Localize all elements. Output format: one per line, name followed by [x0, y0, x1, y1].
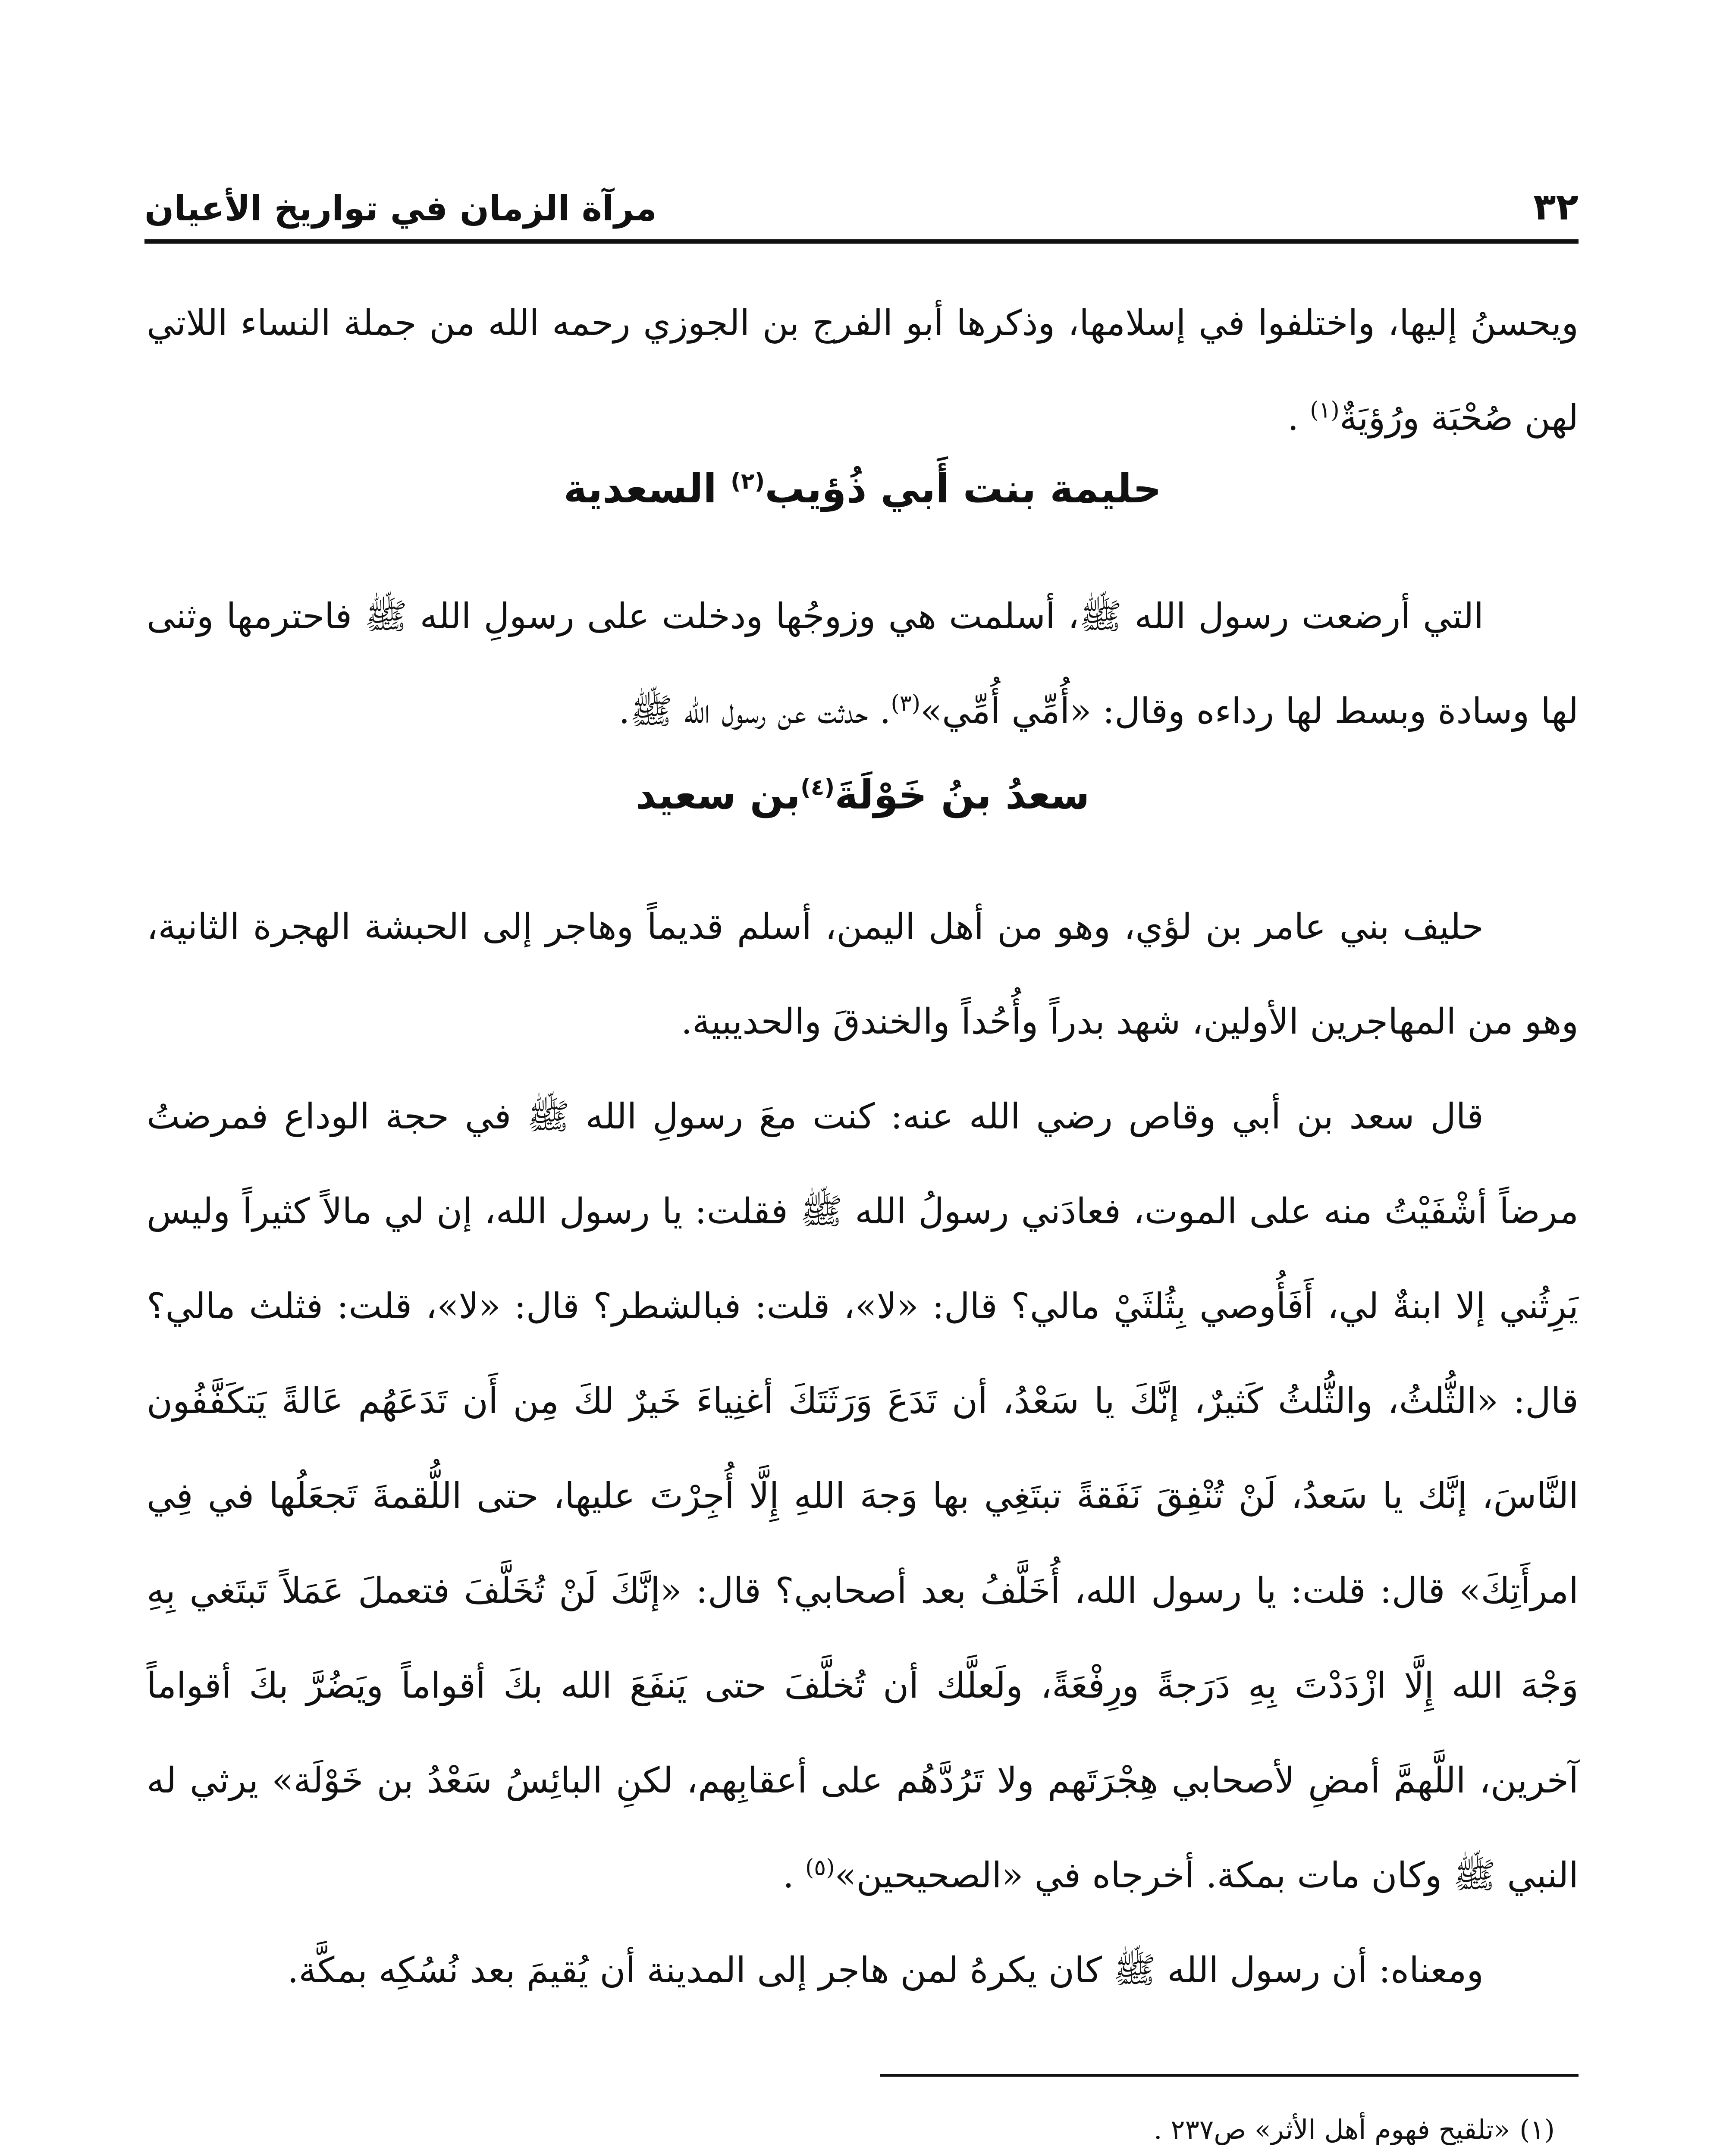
- footnote-ref-1: (١): [1310, 397, 1340, 423]
- heading-halima: [147, 466, 1579, 512]
- paragraph-hadith: [147, 1069, 1579, 1923]
- paragraph-text: ويحسنُ إليها، واختلفوا في إسلامها، وذكرها أبو الفرج بن الجوزي رحمه الله من جملة النساء اللاتي لهن صُحْبَة ورُؤيَةٌ: [147, 303, 1579, 439]
- footnote-rule: [880, 2074, 1579, 2077]
- heading-text: حليمة بنت أَبي ذُؤيب: [765, 466, 1162, 512]
- footnote-ref-2: (٢): [730, 468, 765, 495]
- paragraph-text: ومعناه: أن رسول الله ﷺ كان يكرهُ لمن هاجر إلى المدينة أن يُقيمَ بعد نُسُكِه بمكَّة.: [287, 1950, 1484, 1991]
- footnote-ref-5: (٥): [805, 1855, 835, 1881]
- book-title: مرآة الزمان في تواريخ الأعيان: [144, 188, 657, 229]
- paragraph-end: .: [782, 1855, 805, 1896]
- paragraph-text: التي أرضعت رسول الله ﷺ، أسلمت هي وزوجُها ودخلت على رسولِ الله ﷺ فاحترمها وثنى لها وسادة وبسط لها رداءه وقال: «أُمِّي أُمِّي»: [147, 596, 1579, 732]
- footnote-number: (١): [1519, 2114, 1555, 2145]
- paragraph-saad-bio: [147, 880, 1579, 1069]
- paragraph-meaning: [147, 1923, 1579, 2018]
- heading-text-end: بن سعيد: [635, 772, 800, 818]
- paragraph-text: حليف بني عامر بن لؤي، وهو من أهل اليمن، أسلم قديماً وهاجر إلى الحبشة الهجرة الثانية، وهو من المهاجرين الأولين، شهد بدراً وأُحُداً والخندقَ والحديبية.: [147, 906, 1579, 1042]
- footnote-item: [261, 2096, 1555, 2156]
- page-number: ٣٢: [1533, 185, 1579, 229]
- footnote-ref-3: (٣): [891, 690, 920, 717]
- paragraph-end: . حدثت عن رسول الله ﷺ.: [618, 691, 891, 732]
- paragraph-halima: [147, 569, 1579, 759]
- heading-saad-bin-khawla: [147, 772, 1579, 818]
- header-rule: [144, 239, 1579, 244]
- footnote-ref-4: (٤): [800, 774, 835, 801]
- paragraph-end: .: [1287, 398, 1310, 439]
- footnote-text: «تلقيح فهوم أهل الأثر» ص٢٣٧ .: [1153, 2114, 1510, 2145]
- heading-text: سعدُ بنُ خَوْلَةَ: [835, 772, 1090, 818]
- paragraph-text: قال سعد بن أبي وقاص رضي الله عنه: كنت معَ رسولِ الله ﷺ في حجة الوداع فمرضتُ مرضاً أشْفَيْتُ منه على الموت، فعادَني رسولُ الله ﷺ فقلت: يا رسول الله، إن لي مالاً كثيراً وليس يَرِثُني إلا ابنةٌ لي، أَفَأُوصي بِثُلثَيْ مالي؟ قال: «لا»، قلت: فبالشطر؟ قال: «لا»، قلت: فثلث مالي؟ قال: «الثُّلثُ، والثُّلثُ كَثيرٌ، إنَّكَ يا سَعْدُ، أن تَدَعَ وَرَثَتَكَ أغنِياءَ خَيرٌ لكَ مِن أَن تَدَعَهُم عَالةً يَتكَفَّفُون النَّاسَ، إنَّك يا سَعدُ، لَنْ تُنْفِقَ نَفَقةً تبتَغِي بها وَجهَ اللهِ إِلَّا أُجِرْتَ عليها، حتى اللُّقمةَ تَجعَلُها في فِي امرأَتِكَ» قال: قلت: يا رسول الله، أُخَلَّفُ بعد أصحابي؟ قال: «إنَّكَ لَنْ تُخَلَّفَ فتعملَ عَمَلاً تَبتَغي بِهِ وَجْهَ الله إِلَّا ازْدَدْتَ بِهِ دَرَجةً ورِفْعَةً، ولَعلَّك أن تُخلَّفَ حتى يَنفَعَ الله بكَ أقواماً ويَضُرَّ بكَ أقواماً آخرين، اللَّهمَّ أمضِ لأصحابي هِجْرَتَهم ولا تَرُدَّهُم على أعقابِهم، لكنِ البائِسُ سَعْدُ بن خَوْلَة» يرثي له النبي ﷺ وكان مات بمكة. أخرجاه في «الصحيحين»: [147, 1096, 1579, 1896]
- footnotes: [261, 2096, 1555, 2156]
- heading-text-end: السعدية: [563, 466, 731, 512]
- running-header: [144, 155, 1579, 229]
- paragraph-intro: [147, 276, 1579, 466]
